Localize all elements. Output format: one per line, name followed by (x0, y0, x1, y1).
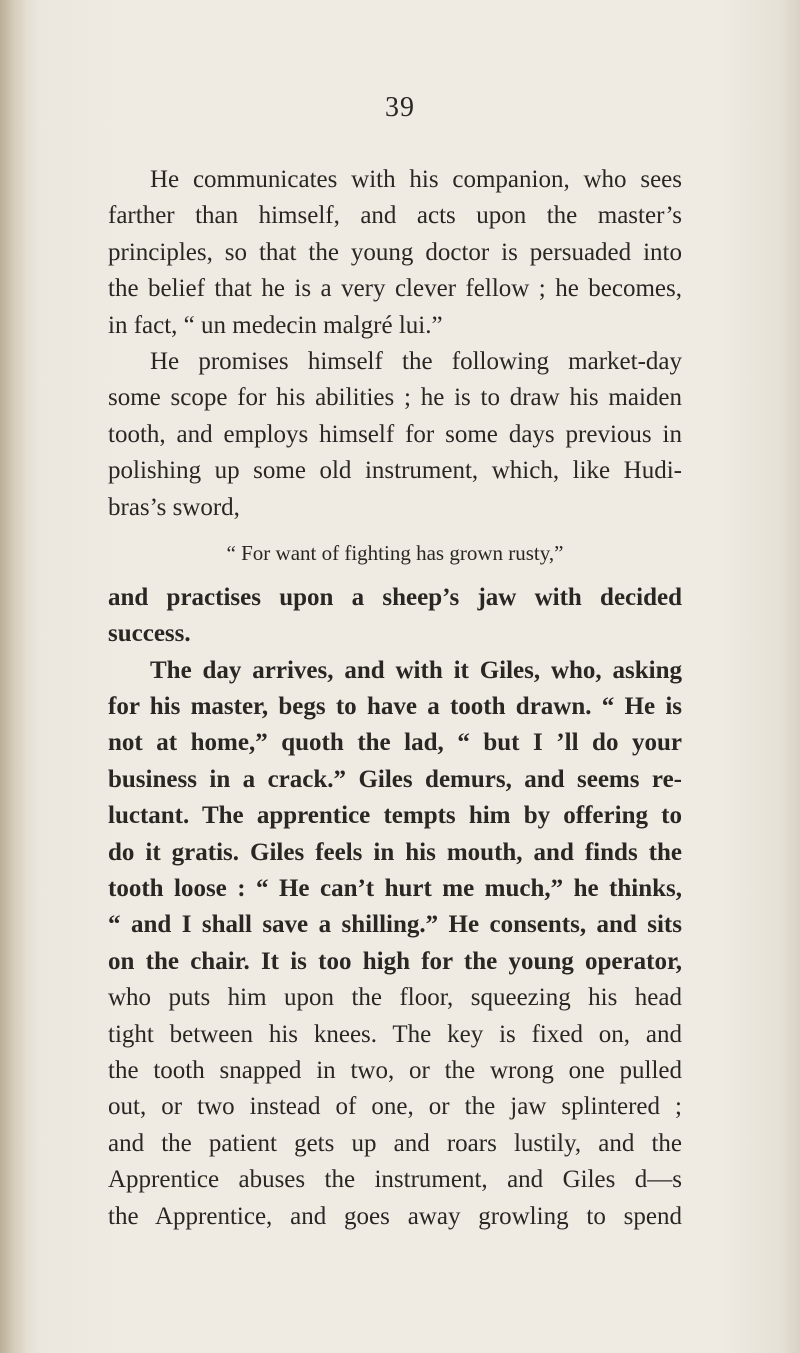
text-line: “ and I shall save a shilling.” He consents, and sits (108, 911, 682, 939)
text-line: polishing up some old instrument, which, like Hudi- (108, 457, 682, 485)
text-line: in fact, “ un medecin malgré lui.” (108, 311, 443, 339)
text-line: tooth, and employs himself for some days previous in (108, 420, 682, 448)
text-line: Apprentice abuses the instrument, and Giles d—s (108, 1166, 682, 1194)
paragraph-1 (108, 162, 682, 344)
text-line: on the chair. It is too high for the young operator, (108, 947, 682, 975)
text-line: the belief that he is a very clever fellow ; he becomes, (108, 275, 682, 303)
text-line: He communicates with his companion, who sees (150, 166, 682, 193)
text-line: tight between his knees. The key is fixed on, and (108, 1020, 682, 1048)
body-text (108, 162, 682, 1235)
text-line: bras’s sword, (108, 493, 240, 521)
text-line: do it gratis. Giles feels in his mouth, and finds the (108, 838, 682, 866)
text-line: The day arrives, and with it Giles, who, asking (150, 656, 682, 684)
text-line: and practises upon a sheep’s jaw with decided (108, 583, 682, 611)
text-line: for his master, begs to have a tooth drawn. “ He is (108, 693, 682, 721)
text-line: out, or two instead of one, or the jaw splintered ; (108, 1093, 682, 1121)
text-line: not at home,” quoth the lad, “ but I ’ll do your (108, 729, 682, 757)
paragraph-3 (108, 580, 682, 653)
text-line: the tooth snapped in two, or the wrong one pulled (108, 1056, 682, 1084)
text-line: some scope for his abilities ; he is to draw his maiden (108, 384, 682, 412)
verse-quotation: “ For want of fighting has grown rusty,” (226, 540, 564, 565)
text-line: tooth loose : “ He can’t hurt me much,” he thinks, (108, 875, 682, 903)
paragraph-4 (108, 653, 682, 1235)
text-line: who puts him upon the floor, squeezing his head (108, 984, 682, 1012)
page-number: 39 (385, 92, 415, 123)
text-line: success. (108, 620, 191, 648)
text-line: business in a crack.” Giles demurs, and seems re- (108, 765, 682, 793)
page-spine-shadow (0, 0, 26, 1353)
text-line: farther than himself, and acts upon the master’s (108, 202, 682, 230)
paragraph-2 (108, 344, 682, 526)
text-line: and the patient gets up and roars lustily, and the (108, 1129, 682, 1157)
text-line: principles, so that the young doctor is persuaded into (108, 238, 682, 266)
text-line: the Apprentice, and goes away growling to spend (108, 1202, 682, 1230)
text-line: He promises himself the following market-day (150, 347, 682, 375)
text-line: luctant. The apprentice tempts him by offering to (108, 802, 682, 830)
